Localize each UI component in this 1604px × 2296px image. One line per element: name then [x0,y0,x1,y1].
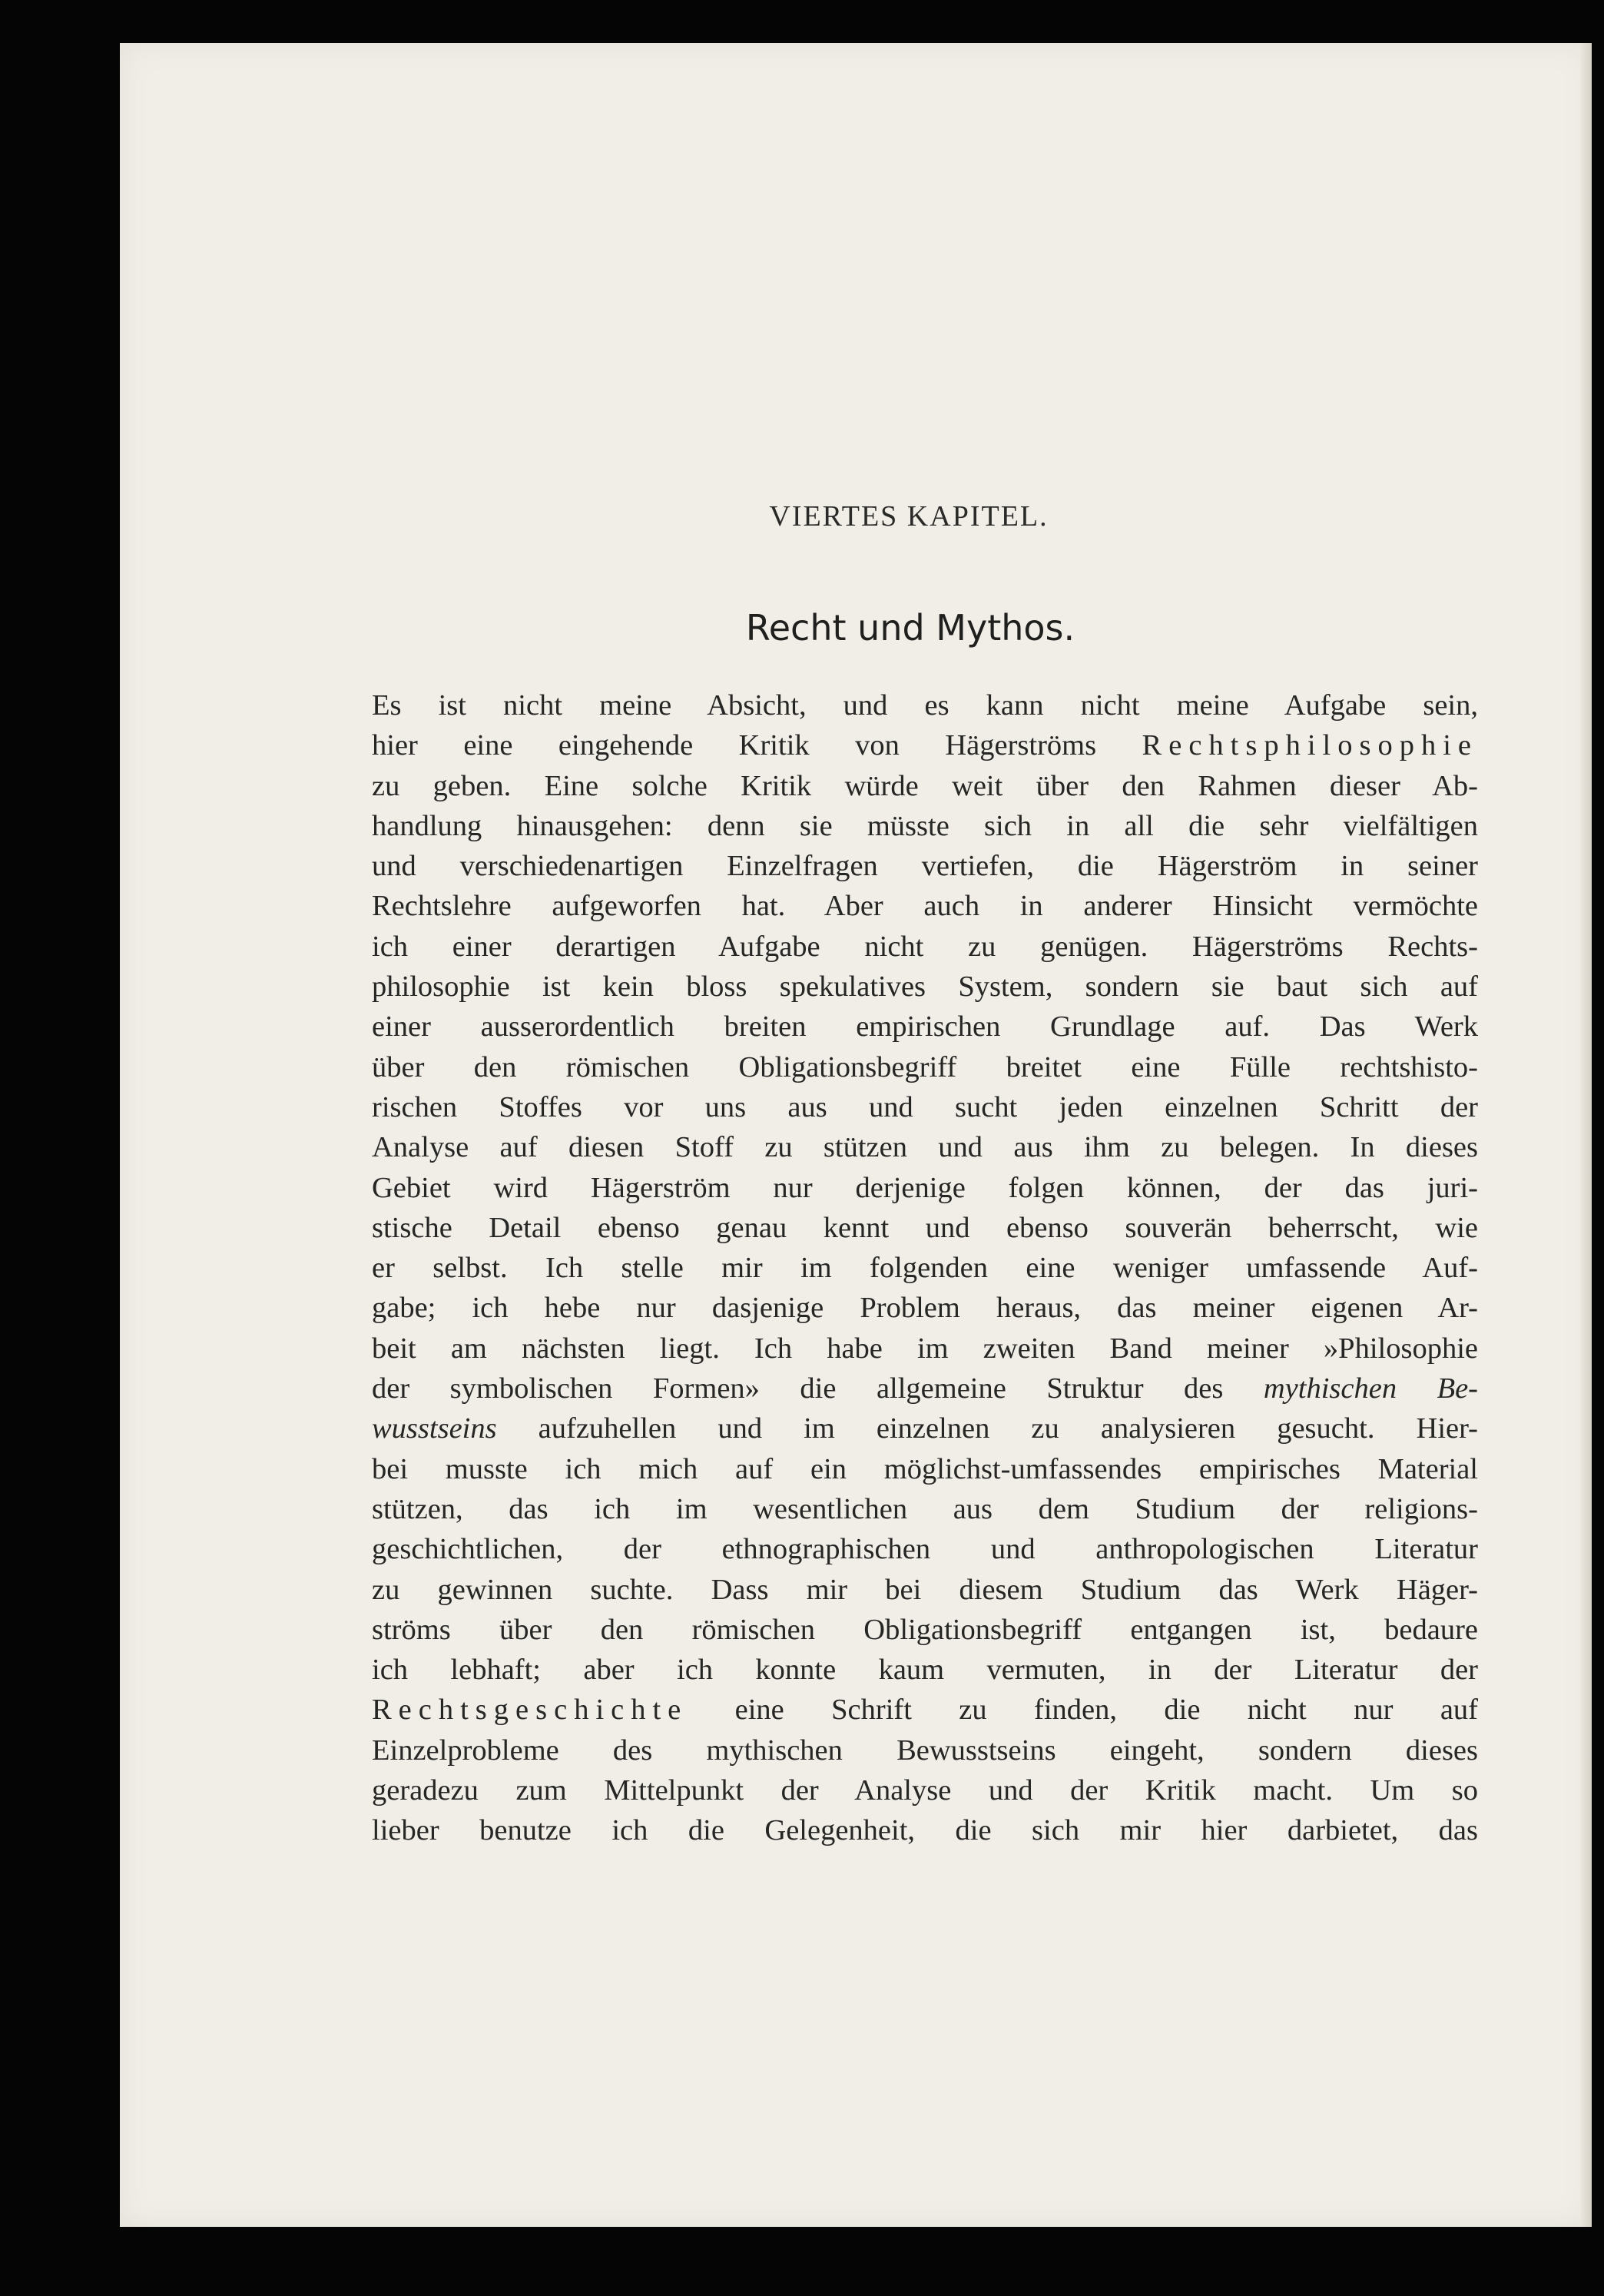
text-run: geschichtlichen, der ethnographischen und anthropologischen Literatur [372,1533,1478,1566]
text-run: einer ausserordentlich breiten empirischen Grundlage auf. Das Werk [372,1010,1478,1043]
text-line [372,1449,1478,1489]
text-run: stische Detail ebenso genau kennt und ebenso souverän beherrscht, wie [372,1211,1478,1244]
text-run: beit am nächsten liegt. Ich habe im zweiten Band meiner »Philosophie [372,1332,1478,1365]
text-line [372,1730,1478,1770]
text-line [372,1127,1478,1167]
text-line [372,1650,1478,1690]
italic-emphasis: mythischen Be- [1263,1372,1478,1405]
text-line [372,1690,1478,1730]
text-line [372,1329,1478,1369]
text-line [372,1610,1478,1650]
text-line [372,1369,1478,1408]
text-line [372,1288,1478,1328]
text-line [372,1047,1478,1087]
text-line [372,967,1478,1007]
spaced-emphasis: Rechtsgeschichte [372,1694,688,1727]
text-line [372,766,1478,806]
text-line [372,1208,1478,1248]
text-run: Rechtslehre aufgeworfen hat. Aber auch in anderer Hinsicht vermöchte [372,890,1478,923]
text-line [372,886,1478,926]
chapter-label: VIERTES KAPITEL. [769,500,1049,533]
text-line [372,1168,1478,1208]
text-run: Einzelprobleme des mythischen Bewusstseins eingeht, sondern dieses [372,1734,1478,1767]
text-line [372,1007,1478,1047]
text-run: zu geben. Eine solche Kritik würde weit über den Rahmen dieser Ab- [372,769,1478,802]
text-run: ströms über den römischen Obligationsbegriff entgangen ist, bedaure [372,1613,1478,1646]
text-run: Gebiet wird Hägerström nur derjenige folgen können, der das juri- [372,1171,1478,1204]
text-run: stützen, das ich im wesentlichen aus dem Studium der religions- [372,1492,1478,1525]
text-run: der symbolischen Formen» die allgemeine Struktur des [372,1372,1264,1405]
text-line [372,846,1478,886]
text-run: über den römischen Obligationsbegriff breitet eine Fülle rechtshisto- [372,1050,1478,1083]
text-line [372,725,1478,765]
text-line [372,1770,1478,1810]
spaced-emphasis: Rechtsphilosophie [1142,729,1478,762]
text-run: hier eine eingehende Kritik von Hägerströms [372,729,1142,762]
text-line [372,1810,1478,1850]
text-run: handlung hinausgehen: denn sie müsste sich in all die sehr vielfältigen [372,809,1478,842]
text-line [372,1408,1478,1448]
text-line [372,1489,1478,1529]
text-run: geradezu zum Mittelpunkt der Analyse und der Kritik macht. Um so [372,1774,1478,1807]
text-line [372,1570,1478,1610]
text-run: philosophie ist kein bloss spekulatives System, sondern sie baut sich auf [372,970,1478,1004]
text-line [372,927,1478,967]
text-run: lieber benutze ich die Gelegenheit, die sich mir hier darbietet, das [372,1814,1478,1847]
text-line [372,1529,1478,1569]
text-run: rischen Stoffes vor uns aus und sucht jeden einzelnen Schritt der [372,1090,1478,1123]
text-run: Es ist nicht meine Absicht, und es kann nicht meine Aufgabe sein, [372,689,1478,722]
text-run: Analyse auf diesen Stoff zu stützen und aus ihm zu belegen. In dieses [372,1131,1478,1164]
text-line [372,685,1478,725]
text-line [372,1087,1478,1127]
page-edge [1581,43,1592,2227]
text-run: eine Schrift zu finden, die nicht nur auf [688,1694,1478,1727]
text-run: aufzuhellen und im einzelnen zu analysieren gesucht. Hier- [496,1412,1478,1445]
italic-emphasis: wusstseins [372,1412,497,1445]
text-run: gabe; ich hebe nur dasjenige Problem heraus, das meiner eigenen Ar- [372,1292,1478,1325]
body-text [372,685,1478,1851]
text-run: bei musste ich mich auf ein möglichst-umfassendes empirisches Material [372,1452,1478,1485]
text-run: ich einer derartigen Aufgabe nicht zu genügen. Hägerströms Rechts- [372,930,1478,963]
text-run: ich lebhaft; aber ich konnte kaum vermuten, in der Literatur der [372,1654,1478,1687]
text-line [372,806,1478,846]
text-run: er selbst. Ich stelle mir im folgenden eine weniger umfassende Auf- [372,1252,1478,1285]
text-run: und verschiedenartigen Einzelfragen vertiefen, die Hägerström in seiner [372,850,1478,883]
text-run: zu gewinnen suchte. Dass mir bei diesem Studium das Werk Häger- [372,1573,1478,1606]
text-line [372,1248,1478,1288]
chapter-title: Recht und Mythos. [745,607,1075,649]
